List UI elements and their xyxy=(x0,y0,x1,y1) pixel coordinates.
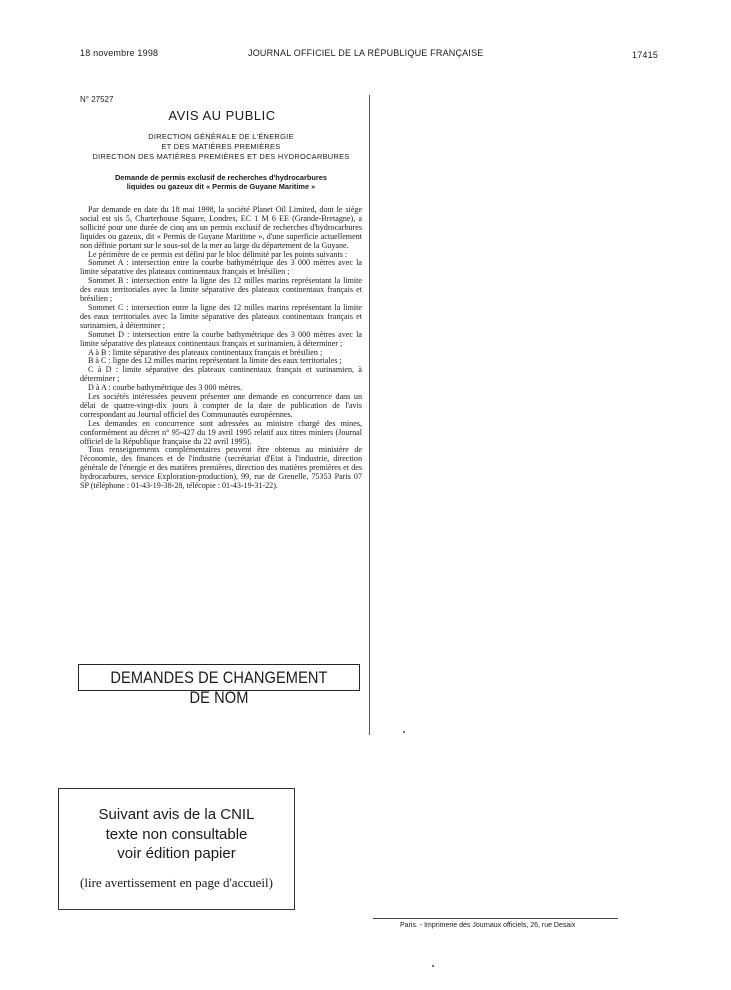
footer-rule xyxy=(373,918,618,919)
body-paragraph: Tous renseignements complémentaires peuvent être obtenus au ministère de l'économie, des finances et de l'industrie (secrétariat d'Etat à l'industrie, direction générale de l'énergie et des matières premières, direction des matières premières et des hydrocarbures, service Exploration-production), 99, rue de Grenelle, 75353 Paris 07 SP (téléphone : 01-43-19-38-28, télécopie : 01-43-19-31-22). xyxy=(80,445,362,491)
page-number: 17415 xyxy=(632,50,659,60)
header-date: 18 novembre 1998 xyxy=(80,48,159,58)
body-paragraph: Sommet A : intersection entre la courbe bathymétrique des 3 000 mètres avec la limite séparative des plateaux continentaux français et brésilien ; xyxy=(80,258,362,277)
cnil-line: texte non consultable xyxy=(105,826,248,843)
cnil-line: voir édition papier xyxy=(117,845,236,862)
printer-imprint: Paris. - Imprimerie des Journaux officiels, 26, rue Desaix xyxy=(400,922,576,929)
notice-title: AVIS AU PUBLIC xyxy=(168,108,276,123)
column-divider xyxy=(369,95,370,735)
body-paragraph: A à B : limite séparative des plateaux continentaux français et brésilien ; xyxy=(88,347,323,357)
body-paragraph: Sommet B : intersection entre la ligne des 12 milles marins représentant la limite des eaux territoriales avec la limite séparative des plateaux continentaux français et brésilien ; xyxy=(80,276,362,304)
notice-subject: liquides ou gazeux dit « Permis de Guyane Maritime » xyxy=(126,182,316,191)
section-heading-box xyxy=(78,664,360,707)
body-paragraph: B à C : ligne des 12 milles marins représentant la limite des eaux territoriales ; xyxy=(88,356,342,366)
body-paragraph: D à A : courbe bathymétrique des 3 000 mètres. xyxy=(88,383,243,393)
body-paragraph: Les demandes en concurrence sont adressées au ministre chargé des mines, conformément au décret n° 95-427 du 19 avril 1995 relatif aux titres miniers (Journal officiel de la République française du 22 avril 1995). xyxy=(80,418,362,446)
body-paragraph: Sommet C : intersection entre la ligne des 12 milles marins représentant la limite des eaux territoriales avec la limite séparative des plateaux continentaux français et surinamien, à déterminer ; xyxy=(80,302,362,330)
body-paragraph: Le périmètre de ce permis est défini par le bloc délimité par les points suivants : xyxy=(88,249,348,259)
cnil-line: Suivant avis de la CNIL xyxy=(98,806,255,823)
notice-subject: Demande de permis exclusif de recherches d'hydrocarbures xyxy=(114,173,328,182)
notice-number: N° 27527 xyxy=(80,95,114,104)
direction-line: DIRECTION DES MATIÈRES PREMIÈRES ET DES HYDROCARBURES xyxy=(92,152,350,161)
body-paragraph: Par demande en date du 18 mai 1998, la société Planet Oil Limited, dont le siège social est sis 5, Charterhouse Square, Londres, EC 1 M 6 EE (Grande-Bretagne), a sollicité pour une durée de cinq ans un permis exclusif de recherches d'hydrocarbures liquides ou gazeux, dit « Permis de Guyane Maritime », d'une superficie actuellement non définie portant sur le sous-sol de la mer au large du département de la Guyane. xyxy=(80,205,362,250)
cnil-note: (lire avertissement en page d'accueil) xyxy=(80,875,273,890)
section-title: DEMANDES DE CHANGEMENT DE NOM xyxy=(110,668,328,707)
journal-title: JOURNAL OFFICIEL DE LA RÉPUBLIQUE FRANÇAISE xyxy=(248,48,484,58)
notice-body xyxy=(80,206,362,491)
body-paragraph: C à D : limite séparative des plateaux continentaux français et surinamien, à déterminer ; xyxy=(80,365,362,384)
cnil-notice-box xyxy=(58,788,295,910)
scan-speck xyxy=(403,731,405,733)
body-paragraph: Les sociétés intéressées peuvent présenter une demande en concurrence dans un délai de quatre-vingt-dix jours à compter de la date de publication de l'avis correspondant au Journal officiel des Communautés européennes. xyxy=(80,392,362,419)
scan-speck xyxy=(432,965,434,967)
direction-line: DIRECTION GÉNÉRALE DE L'ÉNERGIE xyxy=(148,132,294,141)
body-paragraph: Sommet D : intersection entre la courbe bathymétrique des 3 000 mètres avec la limite séparative des plateaux continentaux français et surinamien, à déterminer ; xyxy=(80,329,362,348)
direction-line: ET DES MATIÈRES PREMIÈRES xyxy=(161,142,281,151)
